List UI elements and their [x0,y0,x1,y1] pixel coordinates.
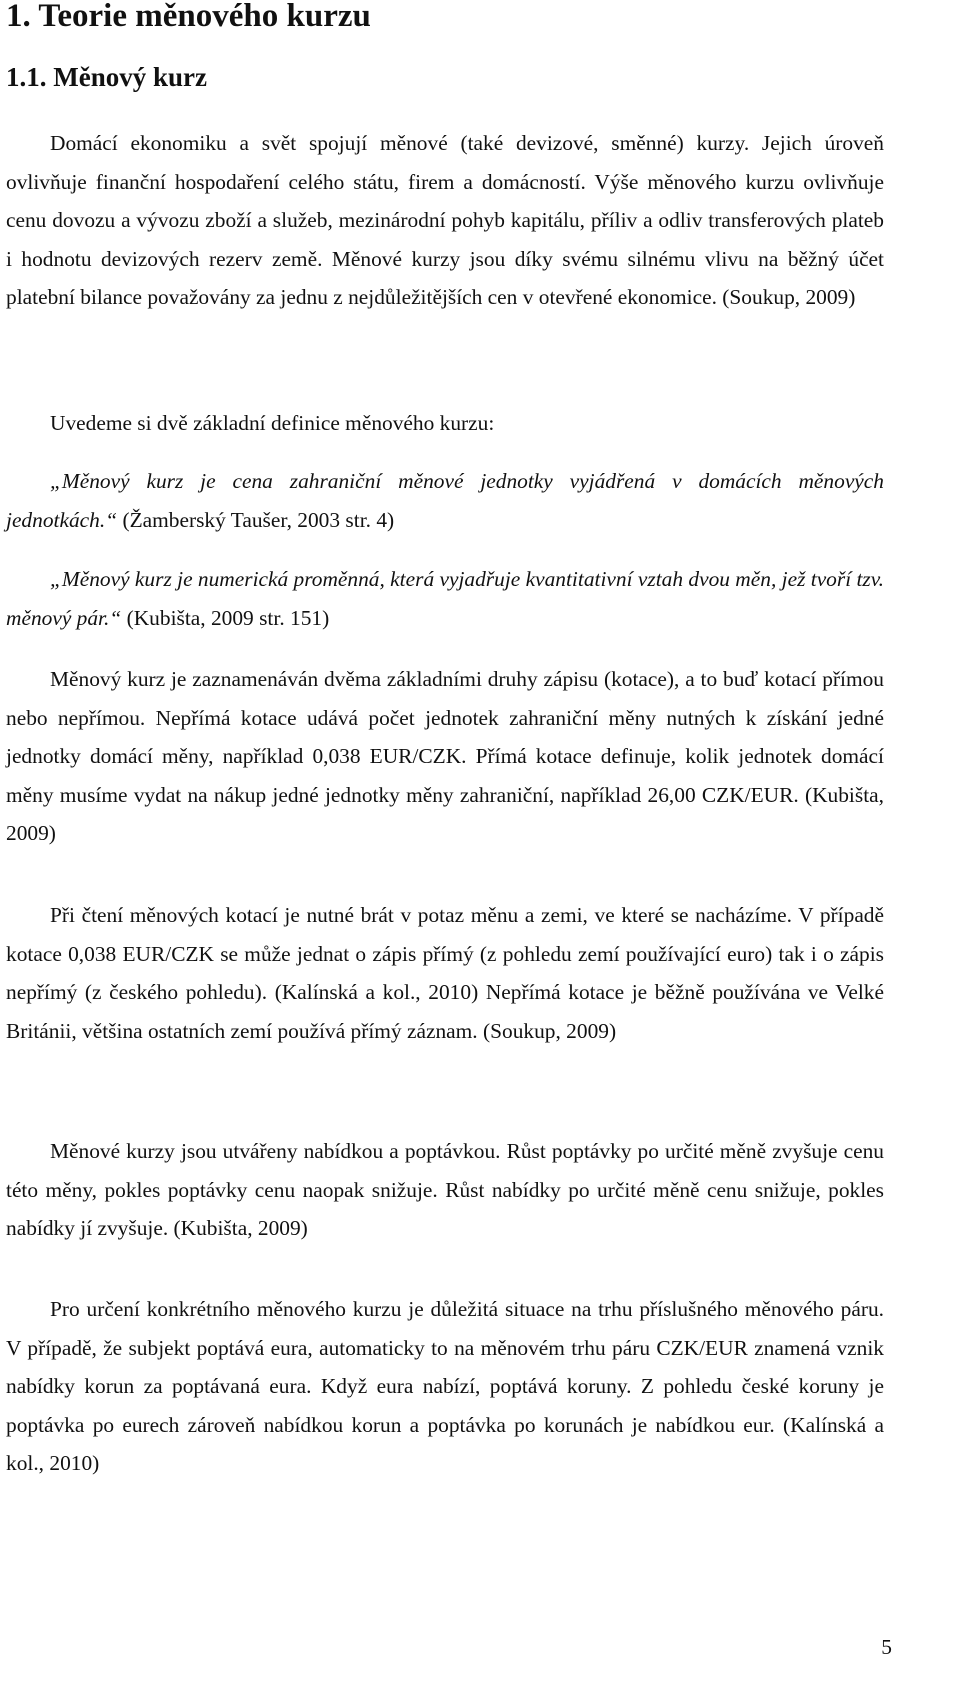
quote-text: „Měnový kurz je numerická proměnná, která vyjadřuje kvantitativní vztah dvou měn, jež tvoří tzv. měnový pár.“ [6,567,885,630]
chapter-heading: 1. Teorie měnového kurzu [6,0,371,34]
paragraph-intro: Domácí ekonomiku a svět spojují měnové (také devizové, směnné) kurzy. Jejich úroveň ovlivňuje finanční hospodaření celého státu, firem a domácností. Výše měnového kurzu ovlivňuje cenu dovozu a vývozu zboží a služeb, mezinárodní pohyb kapitálu, příliv a odliv transferových plateb i hodnotu devizových rezerv země. Měnové kurzy jsou díky svému silnému vlivu na běžný účet platební bilance považovány za jednu z nejdůležitějších cen v otevřené ekonomice. (Soukup, 2009) [6,131,884,310]
paragraph-supply-demand: Měnové kurzy jsou utvářeny nabídkou a poptávkou. Růst poptávky po určité měně zvyšuje cenu této měny, pokles poptávky cenu naopak snižuje. Růst nabídky po určité měně cenu snižuje, pokles nabídky jí zvyšuje. (Kubišta, 2009) [6,1139,884,1241]
quote-text: „Měnový kurz je cena zahraniční měnové jednotky vyjádřená v domácích měnových jednotkách.“ [6,469,884,532]
paragraph-definitions-lead: Uvedeme si dvě základní definice měnového kurzu: [50,411,495,435]
paragraph-quotation-types: Měnový kurz je zaznamenáván dvěma základními druhy zápisu (kotace), a to buď kotací přímou nebo nepřímou. Nepřímá kotace udává počet jednotek zahraniční měny nutných k získání jedné jednotky domácí měny, například 0,038 EUR/CZK. Přímá kotace definuje, kolik jednotek domácí měny musíme vydat na nákup jedné jednotky měny zahraniční, například 26,00 CZK/EUR. (Kubišta, 2009) [6,667,884,846]
paragraph-reading-quotes: Při čtení měnových kotací je nutné brát v potaz měnu a zemi, ve které se nacházíme. V případě kotace 0,038 EUR/CZK se může jednat o zápis přímý (z pohledu zemí používající euro) tak i o zápis nepřímý (z českého pohledu). (Kalínská a kol., 2010) Nepřímá kotace je běžně používána ve Velké Británii, většina ostatních zemí používá přímý záznam. (Soukup, 2009) [6,903,884,1043]
definition-quote-1 [6,462,884,539]
section-heading: 1.1. Měnový kurz [6,62,207,92]
definition-quote-2 [6,560,884,637]
quote-citation: (Žamberský Taušer, 2003 str. 4) [117,507,395,532]
quote-citation: (Kubišta, 2009 str. 151) [121,605,330,630]
paragraph-market-pair: Pro určení konkrétního měnového kurzu je důležitá situace na trhu příslušného měnového páru. V případě, že subjekt poptává eura, automaticky to na měnovém trhu páru CZK/EUR znamená vznik nabídky korun za poptávaná eura. Když eura nabízí, poptává koruny. Z pohledu české koruny je poptávka po eurech zároveň nabídkou korun a poptávka po korunách je nabídkou eur. (Kalínská a kol., 2010) [6,1297,884,1476]
page-number: 5 [881,1635,892,1659]
